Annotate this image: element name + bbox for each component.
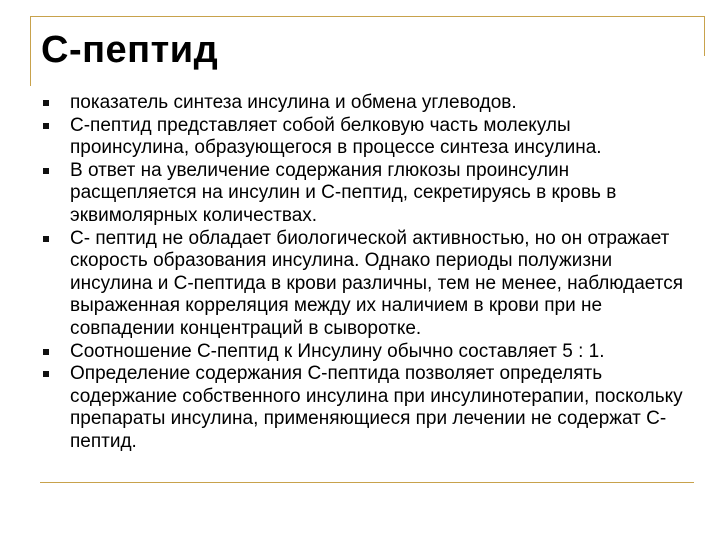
bullet-item-1 bbox=[42, 92, 692, 115]
square-bullet-icon bbox=[43, 100, 49, 106]
bullet-item-4 bbox=[42, 228, 692, 341]
square-bullet-icon bbox=[43, 168, 49, 174]
square-bullet-icon bbox=[43, 349, 49, 355]
frame-line-bottom bbox=[40, 482, 694, 483]
square-bullet-icon bbox=[43, 236, 49, 242]
square-bullet-icon bbox=[43, 123, 49, 129]
bullet-text-2: С-пептид представляет собой белковую часть молекулы проинсулина, образующегося в процессе синтеза инсулина. bbox=[70, 114, 602, 159]
frame-line-left bbox=[30, 16, 31, 86]
slide-title: С-пептид bbox=[41, 29, 219, 71]
bullet-text-5: Соотношение С-пептид к Инсулину обычно составляет 5 : 1. bbox=[70, 340, 605, 362]
square-bullet-icon bbox=[43, 371, 49, 377]
frame-line-top bbox=[30, 16, 705, 17]
bullet-text-3: В ответ на увеличение содержания глюкозы проинсулин расщепляется на инсулин и С-пептид, секретируясь в кровь в эквимолярных количествах. bbox=[70, 159, 617, 226]
bullet-text-4: С- пептид не обладает биологической активностью, но он отражает скорость образования инсулина. Однако периоды полужизни инсулина и С-пептида в крови различны, тем не менее, наблюдается выраженная корреляция между их наличием в крови при не совпадении концентраций в сыворотке. bbox=[70, 227, 684, 339]
frame-line-right bbox=[704, 16, 705, 56]
bullet-item-2 bbox=[42, 115, 692, 160]
bullet-item-5 bbox=[42, 341, 692, 364]
bullet-list bbox=[42, 92, 692, 454]
bullet-item-6 bbox=[42, 363, 692, 453]
bullet-item-3 bbox=[42, 160, 692, 228]
bullet-text-6: Определение содержания С-пептида позволяет определять содержание собственного инсулина при инсулинотерапии, поскольку препараты инсулина, применяющиеся при лечении не содержат С-пептид. bbox=[70, 363, 683, 452]
bullet-text-1: показатель синтеза инсулина и обмена углеводов. bbox=[70, 92, 517, 113]
